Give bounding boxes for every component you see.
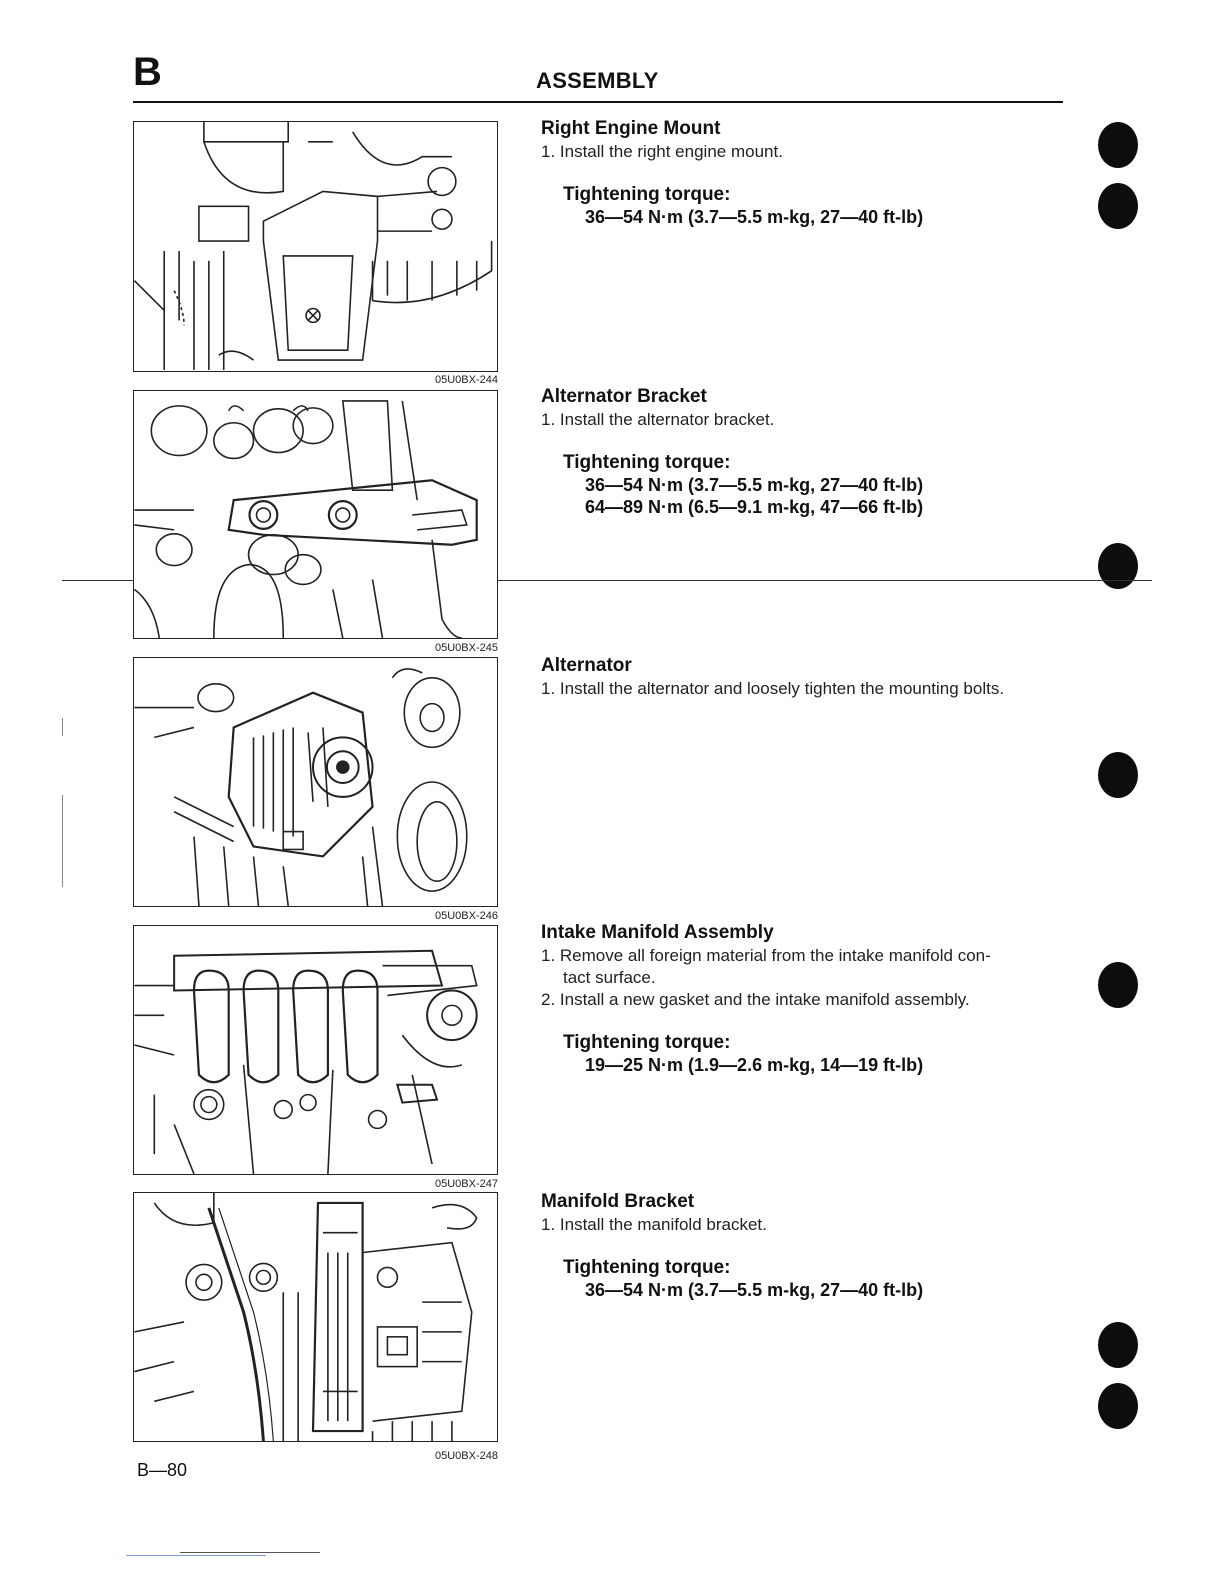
figure-alternator (133, 657, 498, 907)
figure-code: 05U0BX-244 (435, 374, 498, 386)
figure-code: 05U0BX-247 (435, 1178, 498, 1190)
torque-value: 36—54 N·m (3.7—5.5 m-kg, 27—40 ft-lb) (585, 207, 924, 227)
figure-alternator-bracket (133, 390, 498, 639)
figure-engine-mount (133, 121, 498, 372)
section-manifold-bracket (541, 1190, 1071, 1301)
torque-spec (563, 1256, 1071, 1301)
binder-hole-4 (1098, 752, 1138, 798)
section-title: Intake Manifold Assembly (541, 922, 774, 943)
page-number: B—80 (137, 1460, 188, 1480)
binder-hole-3 (1098, 543, 1138, 589)
page-title: ASSEMBLY (536, 68, 659, 93)
margin-mark (62, 718, 63, 736)
section-title: Manifold Bracket (541, 1191, 695, 1212)
alternator-bracket-illustration (134, 391, 497, 638)
margin-mark (62, 795, 63, 887)
step-text: 2. Install a new gasket and the intake manifold assembly. (541, 990, 970, 1009)
binder-hole-2 (1098, 183, 1138, 229)
torque-value: 64—89 N·m (6.5—9.1 m-kg, 47—66 ft-lb) (585, 497, 924, 517)
torque-spec (563, 183, 1071, 228)
binder-hole-5 (1098, 962, 1138, 1008)
binder-hole-6 (1098, 1322, 1138, 1368)
step-text: 1. Install the alternator bracket. (541, 410, 775, 429)
figure-manifold-bracket (133, 1192, 498, 1442)
step-text: 1. Remove all foreign material from the intake manifold con- (541, 946, 991, 965)
alternator-illustration (134, 658, 497, 906)
section-right-engine-mount (541, 117, 1071, 228)
header-divider (133, 101, 1063, 103)
section-intake-manifold (541, 921, 1071, 1076)
binder-hole-7 (1098, 1383, 1138, 1429)
section-alternator-bracket (541, 385, 1071, 518)
step-text: 1. Install the manifold bracket. (541, 1215, 767, 1234)
section-title: Alternator (541, 655, 632, 676)
section-alternator (541, 654, 1071, 700)
binder-hole-1 (1098, 122, 1138, 168)
manifold-bracket-illustration (134, 1193, 497, 1441)
intake-manifold-illustration (134, 926, 497, 1174)
torque-value: 19—25 N·m (1.9—2.6 m-kg, 14—19 ft-lb) (585, 1055, 924, 1075)
step-text: 1. Install the right engine mount. (541, 142, 783, 161)
figure-code: 05U0BX-245 (435, 642, 498, 654)
torque-value: 36—54 N·m (3.7—5.5 m-kg, 27—40 ft-lb) (585, 1280, 924, 1300)
torque-value: 36—54 N·m (3.7—5.5 m-kg, 27—40 ft-lb) (585, 475, 924, 495)
torque-spec (563, 1031, 1071, 1076)
step-text-continued: tact surface. (563, 968, 656, 987)
section-letter: B (133, 50, 162, 94)
torque-label: Tightening torque: (563, 1032, 731, 1053)
torque-label: Tightening torque: (563, 184, 731, 205)
torque-label: Tightening torque: (563, 452, 731, 473)
section-title: Right Engine Mount (541, 118, 721, 139)
scan-artifact-line (126, 1555, 266, 1556)
torque-label: Tightening torque: (563, 1257, 731, 1278)
step-text: 1. Install the alternator and loosely tighten the mounting bolts. (541, 679, 1005, 698)
figure-intake-manifold (133, 925, 498, 1175)
section-title: Alternator Bracket (541, 386, 707, 407)
scan-artifact-line (180, 1552, 320, 1553)
engine-mount-illustration (134, 122, 497, 371)
figure-code: 05U0BX-248 (435, 1450, 498, 1462)
figure-code: 05U0BX-246 (435, 910, 498, 922)
torque-spec (563, 451, 1071, 518)
